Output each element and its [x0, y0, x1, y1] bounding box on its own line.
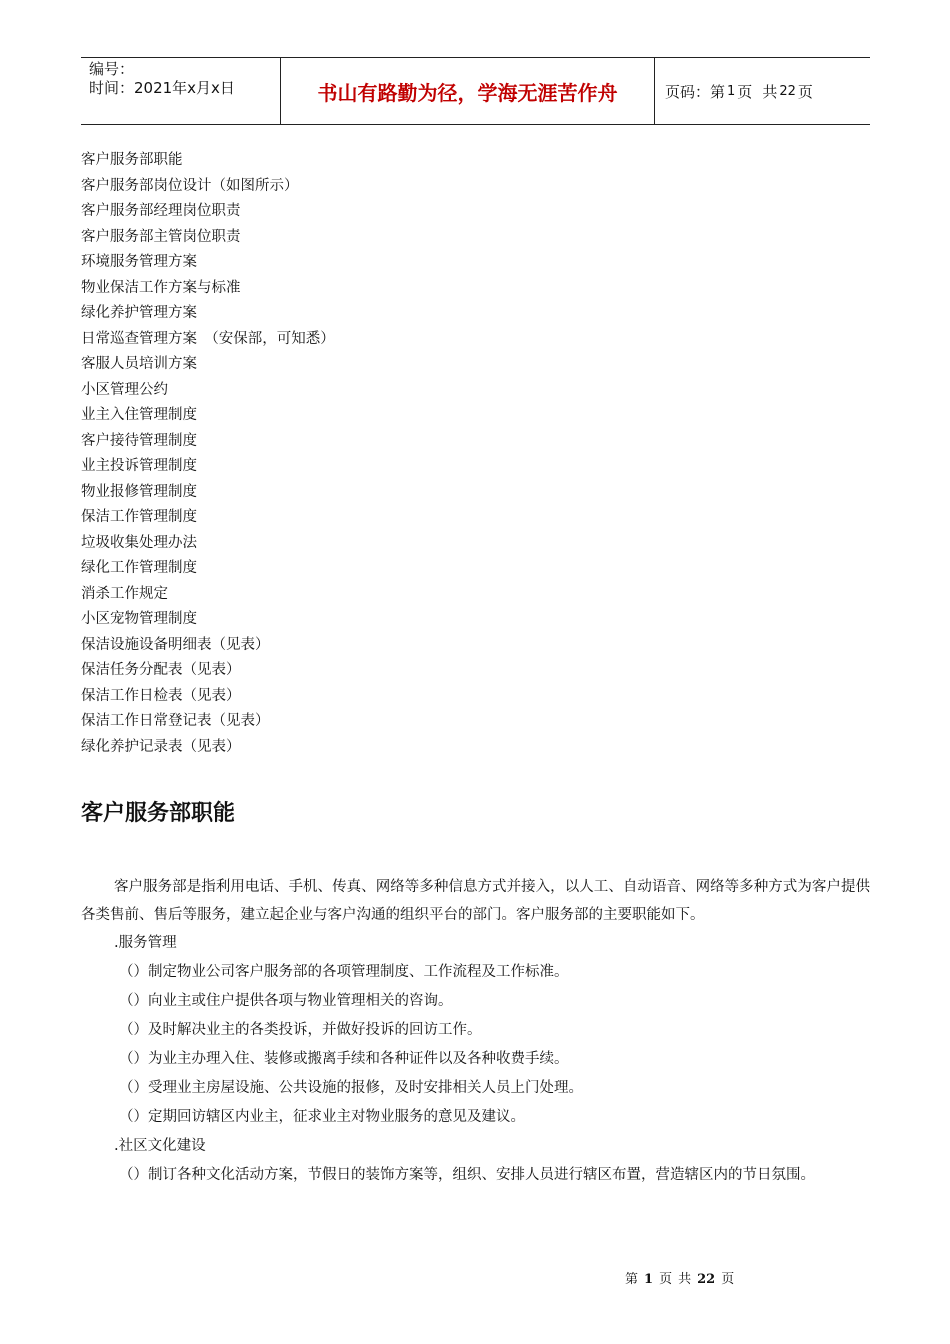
- toc-item[interactable]: 保洁工作管理制度: [81, 509, 197, 525]
- header-page-indicator: [655, 58, 870, 124]
- section-body: [81, 874, 870, 1190]
- list-item: （）及时解决业主的各类投诉，并做好投诉的回访工作。: [119, 1022, 482, 1038]
- toc-item[interactable]: 保洁任务分配表（见表）: [81, 662, 241, 678]
- toc-item[interactable]: 物业报修管理制度: [81, 483, 197, 500]
- toc-item[interactable]: 业主入住管理制度: [81, 407, 197, 423]
- toc-item[interactable]: 小区宠物管理制度: [81, 611, 197, 627]
- toc-item[interactable]: 客户服务部职能: [81, 152, 183, 168]
- date-label: 时间：2021年x月x日: [89, 79, 235, 97]
- page-label: 页码：第: [665, 82, 726, 101]
- toc-item[interactable]: 客户服务部岗位设计（如图所示）: [81, 177, 299, 194]
- list-item: （）制定物业公司客户服务部的各项管理制度、工作流程及工作标准。: [119, 964, 569, 980]
- toc-item[interactable]: 绿化养护记录表（见表）: [81, 738, 241, 755]
- toc-item[interactable]: 保洁设施设备明细表（见表）: [81, 636, 270, 653]
- toc-item[interactable]: 消杀工作规定: [81, 585, 168, 602]
- footer-prefix: 第: [625, 1272, 639, 1287]
- list-item: （）受理业主房屋设施、公共设施的报修，及时安排相关人员上门处理。: [119, 1080, 583, 1096]
- footer-suffix: 页: [721, 1272, 735, 1287]
- serial-number-label: 编号：: [89, 60, 135, 78]
- page-footer: [625, 1268, 740, 1287]
- toc-item[interactable]: 保洁工作日检表（见表）: [81, 687, 241, 704]
- toc-item[interactable]: 客户服务部主管岗位职责: [81, 228, 241, 245]
- toc-item[interactable]: 物业保洁工作方案与标准: [81, 279, 241, 296]
- footer-mid: 页: [659, 1272, 673, 1287]
- list-item: （）向业主或住户提供各项与物业管理相关的咨询。: [119, 993, 453, 1009]
- toc-item[interactable]: 保洁工作日常登记表（见表）: [81, 713, 270, 729]
- toc-item[interactable]: 绿化工作管理制度: [81, 560, 197, 576]
- page-current: 1: [727, 83, 736, 99]
- header-meta-cell: [81, 58, 281, 124]
- intro-paragraph: 客户服务部是指利用电话、手机、传真、网络等多种信息方式并接入，以人工、自动语音、网络等多种方式为客户提供各类售前、售后等服务，建立起企业与客户沟通的组织平台的部门。客户服务部的主要职能如下。: [81, 879, 870, 923]
- document-header: [81, 57, 870, 125]
- toc-item[interactable]: 客服人员培训方案: [81, 356, 197, 372]
- table-of-contents: [81, 148, 335, 760]
- page-total-label: 共: [762, 82, 778, 101]
- footer-total-label: 共: [678, 1272, 692, 1287]
- list-item: （）制订各种文化活动方案，节假日的装饰方案等，组织、安排人员进行辖区布置，营造辖区内的节日氛围。: [119, 1167, 815, 1183]
- toc-item[interactable]: 环境服务管理方案: [81, 254, 197, 270]
- toc-item[interactable]: 业主投诉管理制度: [81, 458, 197, 474]
- page-mid: 页: [737, 82, 753, 101]
- toc-item[interactable]: 绿化养护管理方案: [81, 305, 197, 321]
- page-end: 页: [797, 82, 813, 101]
- page-total: 22: [779, 83, 796, 99]
- header-motto: 书山有路勤为径，学海无涯苦作舟: [281, 58, 655, 124]
- section-title: 客户服务部职能: [81, 801, 236, 826]
- subheading-community-culture: .社区文化建设: [114, 1138, 206, 1154]
- toc-item[interactable]: 客户服务部经理岗位职责: [81, 203, 241, 219]
- footer-current-page: 1: [644, 1272, 654, 1287]
- toc-item[interactable]: 垃圾收集处理办法: [81, 534, 197, 551]
- toc-item[interactable]: 小区管理公约: [81, 381, 168, 398]
- toc-item[interactable]: 日常巡查管理方案 （安保部，可知悉）: [81, 330, 335, 347]
- footer-total-pages: 22: [697, 1272, 716, 1287]
- list-item: （）定期回访辖区内业主，征求业主对物业服务的意见及建议。: [119, 1109, 525, 1125]
- toc-item[interactable]: 客户接待管理制度: [81, 432, 197, 449]
- list-item: （）为业主办理入住、装修或搬离手续和各种证件以及各种收费手续。: [119, 1051, 569, 1067]
- subheading-service-management: .服务管理: [114, 935, 177, 951]
